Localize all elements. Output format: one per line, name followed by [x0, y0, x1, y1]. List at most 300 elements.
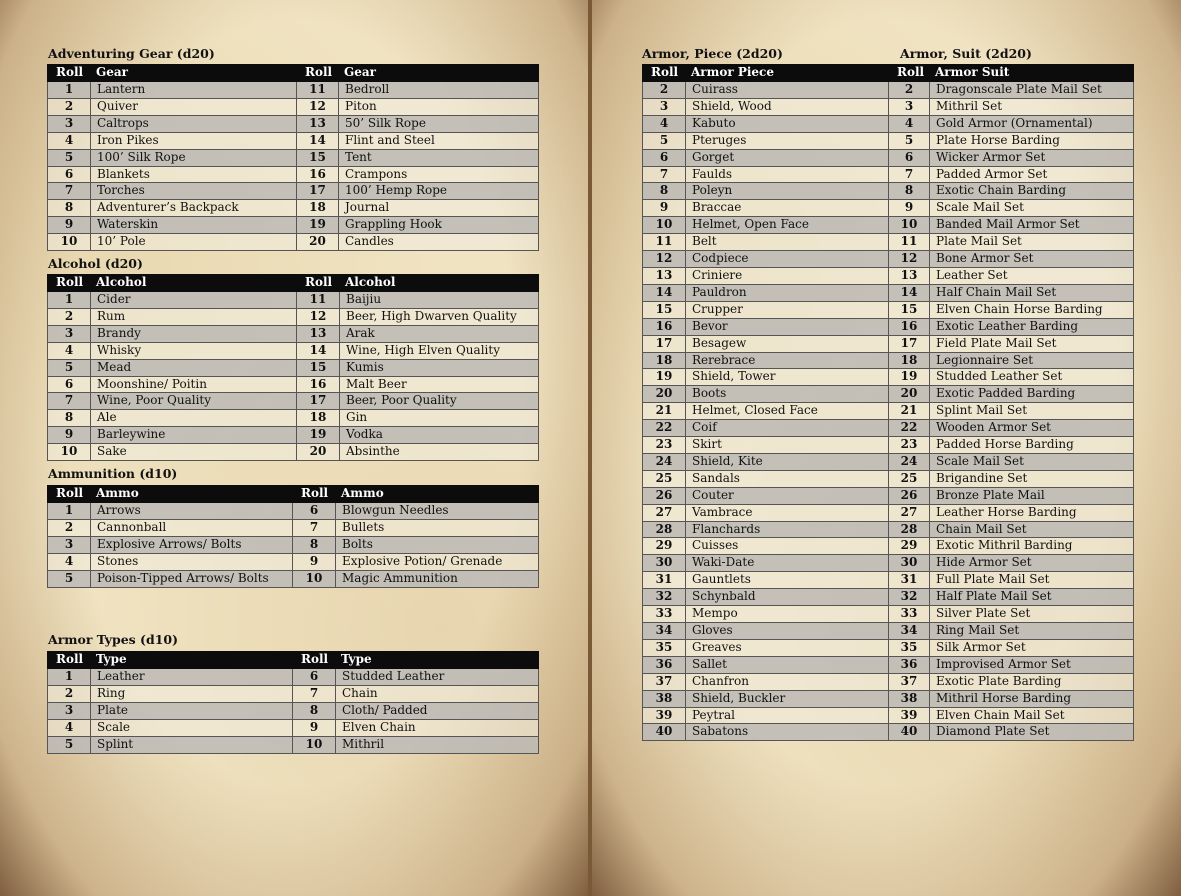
roll-cell: 20 — [889, 386, 930, 403]
roll-cell: 30 — [643, 555, 686, 572]
roll-cell: 26 — [889, 487, 930, 504]
roll-cell: 22 — [889, 420, 930, 437]
item-cell: Criniere — [686, 267, 889, 284]
item-cell: Brandy — [91, 325, 297, 342]
table-row — [643, 301, 1134, 318]
item-cell: Beer, High Dwarven Quality — [340, 308, 539, 325]
table-row — [643, 521, 1134, 538]
item-cell: Gorget — [686, 149, 889, 166]
item-cell: Gauntlets — [686, 572, 889, 589]
item-cell: Absinthe — [340, 444, 539, 461]
roll-column-header: Roll — [48, 275, 91, 292]
table-row — [643, 639, 1134, 656]
table-row — [48, 702, 539, 719]
table-row — [643, 335, 1134, 352]
table-row — [643, 200, 1134, 217]
table-row — [643, 453, 1134, 470]
roll-cell: 7 — [48, 183, 91, 200]
item-cell: Torches — [91, 183, 297, 200]
roll-cell: 1 — [48, 292, 91, 309]
roll-cell: 5 — [48, 570, 91, 587]
armor-piece-title: Armor, Piece (2d20) — [642, 46, 783, 61]
item-cell: Bullets — [336, 519, 539, 536]
roll-cell: 24 — [889, 453, 930, 470]
item-cell: Flint and Steel — [339, 132, 539, 149]
table-row — [643, 267, 1134, 284]
roll-cell: 14 — [643, 284, 686, 301]
roll-cell: 30 — [889, 555, 930, 572]
item-cell: Arrows — [91, 503, 293, 520]
roll-cell: 8 — [889, 183, 930, 200]
roll-cell: 7 — [293, 519, 336, 536]
roll-cell: 18 — [643, 352, 686, 369]
item-cell: Stones — [91, 553, 293, 570]
table-row — [48, 376, 539, 393]
roll-cell: 6 — [293, 503, 336, 520]
item-cell: Mempo — [686, 606, 889, 623]
item-cell: Elven Chain — [336, 719, 539, 736]
roll-cell: 35 — [643, 639, 686, 656]
table-row — [48, 444, 539, 461]
table-row — [643, 437, 1134, 454]
item-cell: Exotic Mithril Barding — [930, 538, 1134, 555]
table-row — [48, 410, 539, 427]
roll-cell: 36 — [889, 656, 930, 673]
roll-cell: 18 — [297, 200, 339, 217]
roll-cell: 10 — [293, 570, 336, 587]
table-row — [643, 707, 1134, 724]
item-cell: Besagew — [686, 335, 889, 352]
table-row — [643, 724, 1134, 741]
adventuring-gear-title: Adventuring Gear (d20) — [48, 46, 215, 61]
roll-cell: 22 — [643, 420, 686, 437]
table-row — [48, 98, 539, 115]
table-row — [643, 690, 1134, 707]
roll-cell: 32 — [889, 589, 930, 606]
item-cell: Adventurer’s Backpack — [91, 200, 297, 217]
roll-cell: 27 — [643, 504, 686, 521]
item-cell: Tent — [339, 149, 539, 166]
item-cell: Helmet, Open Face — [686, 217, 889, 234]
item-cell: Poison-Tipped Arrows/ Bolts — [91, 570, 293, 587]
roll-cell: 40 — [643, 724, 686, 741]
roll-cell: 2 — [889, 82, 930, 99]
roll-cell: 20 — [297, 234, 339, 251]
item-cell: Waki-Date — [686, 555, 889, 572]
table-row — [643, 673, 1134, 690]
roll-cell: 3 — [48, 325, 91, 342]
table-row — [643, 487, 1134, 504]
roll-column-header: Roll — [889, 65, 930, 82]
item-cell: Shield, Buckler — [686, 690, 889, 707]
table-row — [48, 325, 539, 342]
table-row — [48, 115, 539, 132]
item-cell: Cloth/ Padded — [336, 702, 539, 719]
roll-cell: 20 — [297, 444, 340, 461]
item-cell: Poleyn — [686, 183, 889, 200]
table-row — [643, 82, 1134, 99]
item-cell: Kumis — [340, 359, 539, 376]
item-cell: Studded Leather Set — [930, 369, 1134, 386]
item-cell: Ale — [91, 410, 297, 427]
item-cell: Faulds — [686, 166, 889, 183]
roll-cell: 7 — [889, 166, 930, 183]
item-cell: Kabuto — [686, 115, 889, 132]
table-row — [643, 606, 1134, 623]
item-cell: Brigandine Set — [930, 470, 1134, 487]
item-cell: Chanfron — [686, 673, 889, 690]
roll-column-header: Roll — [297, 65, 339, 82]
table-row — [643, 386, 1134, 403]
table-row — [643, 234, 1134, 251]
table-row — [48, 519, 539, 536]
item-cell: Exotic Leather Barding — [930, 318, 1134, 335]
armor-types-table — [47, 651, 539, 754]
roll-cell: 6 — [48, 376, 91, 393]
item-column-header: Gear — [91, 65, 297, 82]
table-row — [48, 427, 539, 444]
table-row — [643, 589, 1134, 606]
item-cell: Exotic Chain Barding — [930, 183, 1134, 200]
roll-column-header: Roll — [297, 275, 340, 292]
item-cell: Whisky — [91, 342, 297, 359]
item-cell: Leather Set — [930, 267, 1134, 284]
roll-cell: 23 — [643, 437, 686, 454]
roll-cell: 14 — [297, 132, 339, 149]
table-row — [643, 284, 1134, 301]
roll-cell: 33 — [643, 606, 686, 623]
roll-cell: 11 — [889, 234, 930, 251]
item-cell: Quiver — [91, 98, 297, 115]
roll-cell: 3 — [48, 702, 91, 719]
item-cell: Vodka — [340, 427, 539, 444]
roll-cell: 12 — [643, 251, 686, 268]
table-row — [643, 538, 1134, 555]
roll-cell: 31 — [643, 572, 686, 589]
roll-cell: 9 — [643, 200, 686, 217]
roll-cell: 17 — [297, 183, 339, 200]
roll-cell: 18 — [889, 352, 930, 369]
roll-cell: 19 — [889, 369, 930, 386]
roll-cell: 21 — [889, 403, 930, 420]
table-row — [48, 149, 539, 166]
roll-cell: 14 — [297, 342, 340, 359]
item-cell: Flanchards — [686, 521, 889, 538]
roll-cell: 7 — [643, 166, 686, 183]
roll-cell: 15 — [643, 301, 686, 318]
table-row — [48, 736, 539, 753]
item-cell: Mithril Horse Barding — [930, 690, 1134, 707]
item-cell: Legionnaire Set — [930, 352, 1134, 369]
roll-cell: 16 — [889, 318, 930, 335]
table-row — [643, 656, 1134, 673]
roll-cell: 18 — [297, 410, 340, 427]
roll-cell: 9 — [889, 200, 930, 217]
table-row — [48, 308, 539, 325]
alcohol-table — [47, 274, 539, 461]
roll-cell: 6 — [293, 669, 336, 686]
item-cell: Leather — [91, 669, 293, 686]
item-cell: Plate — [91, 702, 293, 719]
item-cell: Helmet, Closed Face — [686, 403, 889, 420]
table-row — [48, 292, 539, 309]
roll-cell: 16 — [297, 166, 339, 183]
item-cell: Waterskin — [91, 217, 297, 234]
table-row — [643, 420, 1134, 437]
item-cell: Iron Pikes — [91, 132, 297, 149]
table-row — [48, 82, 539, 99]
roll-column-header: Roll — [48, 486, 91, 503]
item-cell: Journal — [339, 200, 539, 217]
roll-cell: 13 — [889, 267, 930, 284]
item-cell: Wine, High Elven Quality — [340, 342, 539, 359]
table-row — [643, 352, 1134, 369]
roll-cell: 6 — [48, 166, 91, 183]
item-cell: Couter — [686, 487, 889, 504]
roll-cell: 4 — [643, 115, 686, 132]
item-cell: Bronze Plate Mail — [930, 487, 1134, 504]
alcohol-title: Alcohol (d20) — [48, 256, 143, 271]
item-cell: Bone Armor Set — [930, 251, 1134, 268]
item-cell: Moonshine/ Poitin — [91, 376, 297, 393]
roll-cell: 35 — [889, 639, 930, 656]
roll-cell: 4 — [48, 342, 91, 359]
table-row — [643, 572, 1134, 589]
table-row — [643, 98, 1134, 115]
roll-cell: 9 — [48, 427, 91, 444]
item-cell: Cannonball — [91, 519, 293, 536]
item-cell: Dragonscale Plate Mail Set — [930, 82, 1134, 99]
roll-cell: 2 — [48, 308, 91, 325]
roll-cell: 8 — [293, 536, 336, 553]
item-cell: Explosive Arrows/ Bolts — [91, 536, 293, 553]
armor-suit-title: Armor, Suit (2d20) — [900, 46, 1032, 61]
roll-cell: 37 — [643, 673, 686, 690]
item-cell: Coif — [686, 420, 889, 437]
table-row — [48, 570, 539, 587]
item-cell: Ring — [91, 685, 293, 702]
item-cell: Gloves — [686, 623, 889, 640]
item-cell: Plate Mail Set — [930, 234, 1134, 251]
table-row — [643, 470, 1134, 487]
roll-cell: 17 — [889, 335, 930, 352]
item-column-header: Gear — [339, 65, 539, 82]
roll-cell: 4 — [889, 115, 930, 132]
item-cell: Exotic Plate Barding — [930, 673, 1134, 690]
table-row — [643, 115, 1134, 132]
roll-cell: 8 — [48, 200, 91, 217]
item-cell: Mithril — [336, 736, 539, 753]
roll-cell: 31 — [889, 572, 930, 589]
roll-cell: 19 — [297, 217, 339, 234]
item-cell: 10’ Pole — [91, 234, 297, 251]
roll-cell: 10 — [48, 234, 91, 251]
item-cell: Pteruges — [686, 132, 889, 149]
roll-cell: 16 — [297, 376, 340, 393]
item-cell: Braccae — [686, 200, 889, 217]
item-cell: Sabatons — [686, 724, 889, 741]
roll-cell: 1 — [48, 669, 91, 686]
roll-cell: 39 — [643, 707, 686, 724]
item-cell: Silk Armor Set — [930, 639, 1134, 656]
item-column-header: Alcohol — [91, 275, 297, 292]
roll-cell: 27 — [889, 504, 930, 521]
roll-cell: 5 — [643, 132, 686, 149]
table-row — [48, 536, 539, 553]
item-cell: Sallet — [686, 656, 889, 673]
item-cell: Blowgun Needles — [336, 503, 539, 520]
roll-cell: 4 — [48, 132, 91, 149]
item-cell: Baijiu — [340, 292, 539, 309]
item-column-header: Armor Suit — [930, 65, 1134, 82]
roll-cell: 23 — [889, 437, 930, 454]
item-cell: Greaves — [686, 639, 889, 656]
roll-cell: 13 — [643, 267, 686, 284]
item-cell: Explosive Potion/ Grenade — [336, 553, 539, 570]
roll-cell: 28 — [889, 521, 930, 538]
roll-column-header: Roll — [48, 65, 91, 82]
roll-cell: 13 — [297, 325, 340, 342]
roll-cell: 11 — [297, 292, 340, 309]
roll-cell: 39 — [889, 707, 930, 724]
roll-cell: 1 — [48, 503, 91, 520]
item-cell: Wine, Poor Quality — [91, 393, 297, 410]
table-row — [48, 685, 539, 702]
table-row — [643, 217, 1134, 234]
item-cell: Bevor — [686, 318, 889, 335]
item-cell: Exotic Padded Barding — [930, 386, 1134, 403]
ammunition-table — [47, 485, 539, 588]
item-cell: Rum — [91, 308, 297, 325]
armor-piece-suit-table — [642, 64, 1134, 741]
roll-cell: 8 — [293, 702, 336, 719]
roll-cell: 15 — [297, 359, 340, 376]
roll-cell: 1 — [48, 82, 91, 99]
item-cell: Plate Horse Barding — [930, 132, 1134, 149]
item-cell: Field Plate Mail Set — [930, 335, 1134, 352]
roll-cell: 26 — [643, 487, 686, 504]
item-cell: Half Chain Mail Set — [930, 284, 1134, 301]
item-cell: Cider — [91, 292, 297, 309]
roll-cell: 34 — [643, 623, 686, 640]
roll-column-header: Roll — [48, 652, 91, 669]
roll-cell: 29 — [643, 538, 686, 555]
item-column-header: Armor Piece — [686, 65, 889, 82]
item-cell: Scale Mail Set — [930, 200, 1134, 217]
item-cell: Vambrace — [686, 504, 889, 521]
roll-cell: 10 — [643, 217, 686, 234]
roll-cell: 4 — [48, 553, 91, 570]
item-cell: Leather Horse Barding — [930, 504, 1134, 521]
roll-cell: 5 — [889, 132, 930, 149]
item-cell: Piton — [339, 98, 539, 115]
item-cell: Malt Beer — [340, 376, 539, 393]
adventuring-gear-table — [47, 64, 539, 251]
roll-cell: 21 — [643, 403, 686, 420]
item-column-header: Type — [91, 652, 293, 669]
roll-cell: 5 — [48, 149, 91, 166]
table-row — [643, 149, 1134, 166]
roll-cell: 36 — [643, 656, 686, 673]
roll-cell: 15 — [889, 301, 930, 318]
roll-cell: 19 — [643, 369, 686, 386]
roll-cell: 3 — [48, 115, 91, 132]
item-cell: Sandals — [686, 470, 889, 487]
item-cell: Elven Chain Horse Barding — [930, 301, 1134, 318]
table-row — [48, 342, 539, 359]
item-cell: Ring Mail Set — [930, 623, 1134, 640]
table-row — [643, 623, 1134, 640]
item-cell: Full Plate Mail Set — [930, 572, 1134, 589]
item-cell: Shield, Kite — [686, 453, 889, 470]
roll-cell: 10 — [889, 217, 930, 234]
item-cell: Half Plate Mail Set — [930, 589, 1134, 606]
item-cell: Gold Armor (Ornamental) — [930, 115, 1134, 132]
table-row — [643, 251, 1134, 268]
table-row — [48, 393, 539, 410]
item-cell: Mead — [91, 359, 297, 376]
item-cell: Diamond Plate Set — [930, 724, 1134, 741]
roll-cell: 11 — [643, 234, 686, 251]
item-cell: Cuisses — [686, 538, 889, 555]
table-row — [643, 504, 1134, 521]
roll-cell: 3 — [48, 536, 91, 553]
item-cell: Padded Horse Barding — [930, 437, 1134, 454]
table-row — [643, 183, 1134, 200]
item-cell: 100’ Hemp Rope — [339, 183, 539, 200]
item-cell: Boots — [686, 386, 889, 403]
table-row — [643, 166, 1134, 183]
item-cell: Mithril Set — [930, 98, 1134, 115]
item-cell: Sake — [91, 444, 297, 461]
item-cell: Padded Armor Set — [930, 166, 1134, 183]
table-row — [48, 200, 539, 217]
item-cell: Splint Mail Set — [930, 403, 1134, 420]
item-cell: Grappling Hook — [339, 217, 539, 234]
item-cell: Bolts — [336, 536, 539, 553]
roll-column-header: Roll — [293, 486, 336, 503]
item-cell: Peytral — [686, 707, 889, 724]
table-row — [48, 553, 539, 570]
roll-cell: 14 — [889, 284, 930, 301]
roll-cell: 38 — [889, 690, 930, 707]
roll-cell: 10 — [48, 444, 91, 461]
item-cell: Caltrops — [91, 115, 297, 132]
item-column-header: Ammo — [91, 486, 293, 503]
roll-cell: 11 — [297, 82, 339, 99]
item-cell: Wicker Armor Set — [930, 149, 1134, 166]
roll-cell: 24 — [643, 453, 686, 470]
item-cell: Magic Ammunition — [336, 570, 539, 587]
item-cell: Bedroll — [339, 82, 539, 99]
table-row — [48, 719, 539, 736]
roll-cell: 9 — [293, 719, 336, 736]
item-cell: Crampons — [339, 166, 539, 183]
table-row — [643, 403, 1134, 420]
table-row — [48, 183, 539, 200]
roll-cell: 29 — [889, 538, 930, 555]
table-row — [48, 217, 539, 234]
roll-column-header: Roll — [293, 652, 336, 669]
item-cell: Beer, Poor Quality — [340, 393, 539, 410]
roll-cell: 19 — [297, 427, 340, 444]
table-row — [643, 369, 1134, 386]
table-row — [48, 359, 539, 376]
table-row — [48, 132, 539, 149]
table-row — [48, 503, 539, 520]
item-cell: 50’ Silk Rope — [339, 115, 539, 132]
item-cell: Rerebrace — [686, 352, 889, 369]
